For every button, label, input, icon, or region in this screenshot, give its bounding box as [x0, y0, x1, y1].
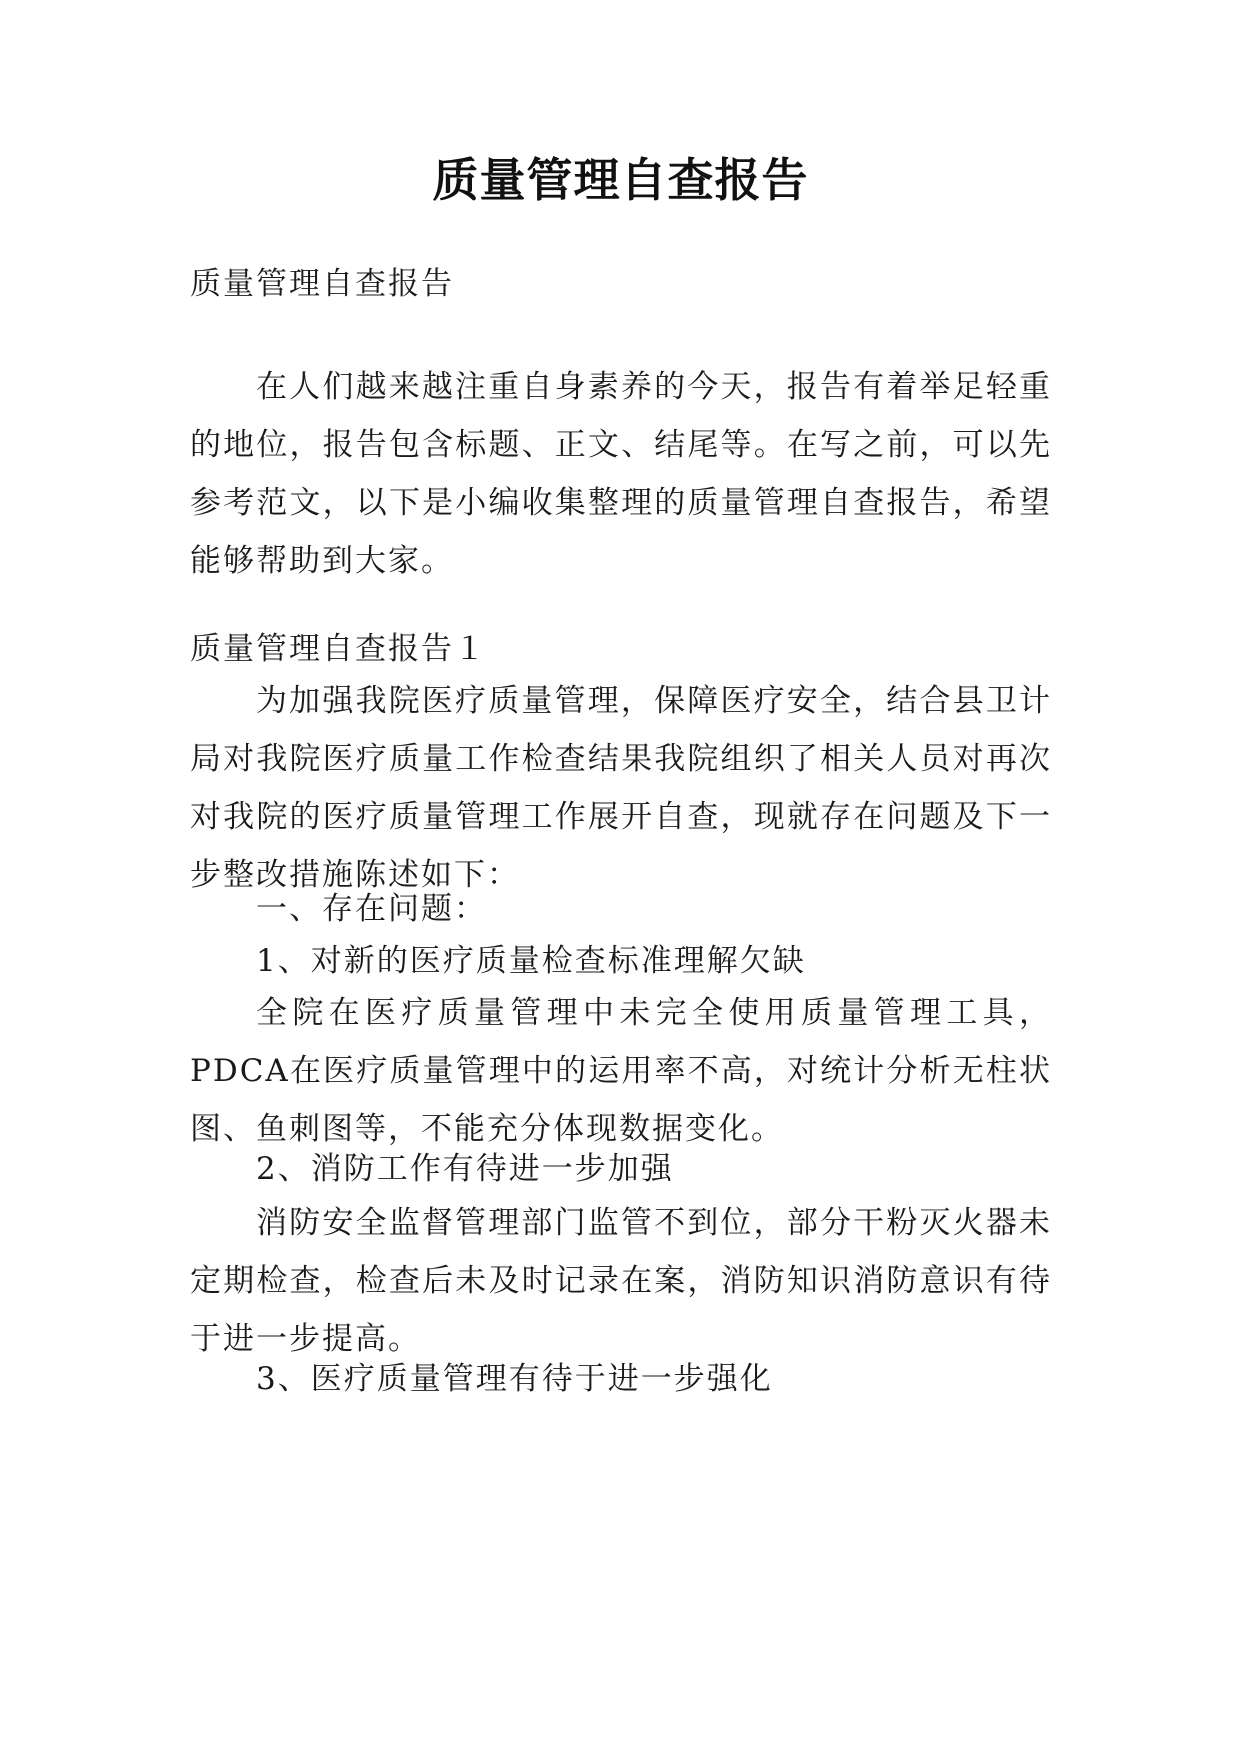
item-body-paragraph: 消防安全监督管理部门监管不到位，部分干粉灭火器未定期检查，检查后未及时记录在案，消防知识消防意识有待于进一步提高。	[190, 1205, 1052, 1357]
section-intro-paragraph: 为加强我院医疗质量管理，保障医疗安全，结合县卫计局对我院医疗质量工作检查结果我院组织了相关人员对再次对我院的医疗质量管理工作展开自查，现就存在问题及下一步整改措施陈述如下：	[190, 683, 1052, 893]
item-heading: 3、医疗质量管理有待于进一步强化	[256, 1361, 773, 1397]
item-heading: 1、对新的医疗质量检查标准理解欠缺	[256, 943, 806, 979]
part-heading: 一、存在问题：	[256, 891, 487, 927]
document-title: 质量管理自查报告	[432, 153, 809, 207]
intro-paragraph: 在人们越来越注重自身素养的今天，报告有着举足轻重的地位，报告包含标题、正文、结尾等。在写之前，可以先参考范文，以下是小编收集整理的质量管理自查报告，希望能够帮助到大家。	[190, 369, 1052, 579]
document-subtitle: 质量管理自查报告	[190, 266, 454, 302]
section-heading: 质量管理自查报告１	[190, 631, 487, 667]
item-body-paragraph: 全院在医疗质量管理中未完全使用质量管理工具，PDCA在医疗质量管理中的运用率不高，对统计分析无柱状图、鱼刺图等，不能充分体现数据变化。	[190, 995, 1052, 1147]
item-heading: 2、消防工作有待进一步加强	[256, 1151, 674, 1187]
